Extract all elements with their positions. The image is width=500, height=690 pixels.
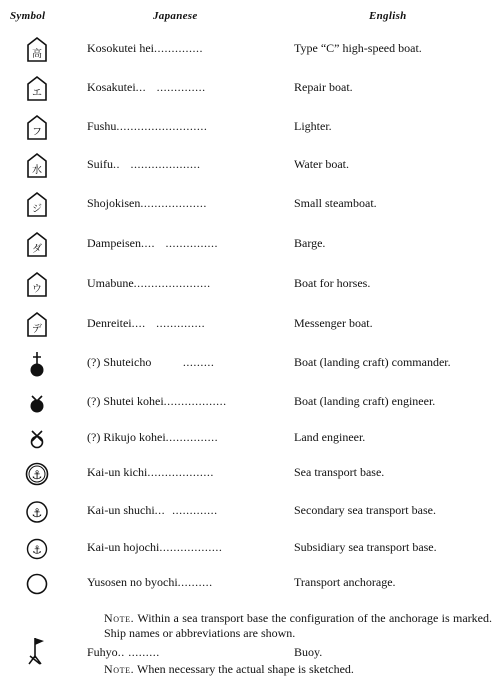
boat-pentagon-kanji-icon	[22, 35, 52, 65]
japanese-term: Kai-un hojochi..................	[87, 540, 223, 554]
svg-text:フ: フ	[32, 127, 42, 138]
svg-text:エ: エ	[32, 88, 42, 99]
boat-pentagon-kanji-icon	[22, 151, 52, 181]
japanese-term: Dampeisen.... ...............	[87, 236, 218, 250]
table-row	[0, 38, 500, 62]
table-row	[0, 193, 500, 217]
english-term: Water boat.	[294, 157, 350, 171]
svg-text:⚓: ⚓	[31, 468, 43, 482]
japanese-term: (?) Shuteicho .........	[87, 355, 215, 369]
svg-text:ウ: ウ	[32, 284, 42, 295]
table-row	[0, 572, 500, 596]
note-configuration	[104, 611, 492, 641]
japanese-term: Kosakutei... ..............	[87, 80, 206, 94]
table-row	[0, 462, 500, 486]
japanese-term: Shojokisen...................	[87, 196, 207, 210]
table-row	[0, 352, 500, 376]
anchorage-circle-icon	[22, 569, 52, 599]
english-term: Lighter.	[294, 119, 332, 133]
table-row	[0, 233, 500, 257]
japanese-term: Kai-un shuchi... .............	[87, 503, 218, 517]
note-text: When necessary the actual shape is sketched.	[137, 662, 354, 676]
note-sketch	[104, 662, 492, 677]
japanese-term: Suifu.. ....................	[87, 157, 201, 171]
boat-pentagon-katakana-icon	[22, 270, 52, 300]
header-english: English	[369, 10, 407, 22]
anchor-circle-small-icon	[22, 534, 52, 564]
table-row	[0, 116, 500, 140]
svg-text:ダ: ダ	[32, 244, 42, 255]
english-term: Transport anchorage.	[294, 575, 396, 589]
english-term: Subsidiary sea transport base.	[294, 540, 437, 554]
engineer-dot-icon	[22, 388, 52, 418]
english-term: Small steamboat.	[294, 196, 377, 210]
english-term: Buoy.	[294, 645, 323, 659]
table-row	[0, 154, 500, 178]
svg-text:高: 高	[32, 49, 42, 60]
english-term: Repair boat.	[294, 80, 353, 94]
note-text: Within a sea transport base the configuration of the anchorage is marked. Ship names or abbreviations are shown.	[104, 611, 492, 640]
header-japanese: Japanese	[153, 10, 198, 22]
boat-pentagon-katakana-icon	[22, 310, 52, 340]
japanese-term: Kai-un kichi...................	[87, 465, 214, 479]
table-row	[0, 77, 500, 101]
svg-text:ジ: ジ	[32, 204, 42, 215]
english-term: Land engineer.	[294, 430, 366, 444]
table-row	[0, 391, 500, 415]
japanese-term: Fuhyo.. .........	[87, 645, 160, 659]
note-label: Note.	[104, 611, 135, 625]
japanese-term: Yusosen no byochi..........	[87, 575, 213, 589]
commander-flag-dot-icon	[22, 349, 52, 379]
svg-text:⚓: ⚓	[32, 543, 42, 557]
land-engineer-icon	[22, 424, 52, 454]
japanese-term: Denreitei.... ..............	[87, 316, 206, 330]
header-symbol: Symbol	[10, 10, 46, 22]
english-term: Boat (landing craft) engineer.	[294, 394, 436, 408]
japanese-term: Kosokutei hei..............	[87, 41, 203, 55]
note-label: Note.	[104, 662, 135, 676]
japanese-term: (?) Rikujo kohei...............	[87, 430, 219, 444]
japanese-term: (?) Shutei kohei..................	[87, 394, 227, 408]
japanese-term: Fushu..........................	[87, 119, 208, 133]
table-row	[0, 273, 500, 297]
boat-pentagon-katakana-icon	[22, 74, 52, 104]
boat-pentagon-katakana-icon	[22, 190, 52, 220]
svg-text:⚓: ⚓	[31, 506, 43, 520]
english-term: Messenger boat.	[294, 316, 373, 330]
english-term: Boat for horses.	[294, 276, 371, 290]
table-row	[0, 313, 500, 337]
english-term: Boat (landing craft) commander.	[294, 355, 451, 369]
table-row	[0, 537, 500, 561]
japanese-term: Umabune......................	[87, 276, 211, 290]
table-row	[0, 427, 500, 451]
english-term: Type “C” high-speed boat.	[294, 41, 422, 55]
anchor-circle-double-icon	[22, 459, 52, 489]
boat-pentagon-katakana-icon	[22, 230, 52, 260]
boat-pentagon-katakana-icon	[22, 113, 52, 143]
english-term: Secondary sea transport base.	[294, 503, 436, 517]
anchor-circle-icon	[22, 497, 52, 527]
english-term: Barge.	[294, 236, 326, 250]
svg-text:水: 水	[32, 165, 42, 176]
buoy-flag-icon	[22, 636, 52, 666]
table-row	[0, 500, 500, 524]
svg-text:デ: デ	[32, 324, 42, 335]
english-term: Sea transport base.	[294, 465, 385, 479]
